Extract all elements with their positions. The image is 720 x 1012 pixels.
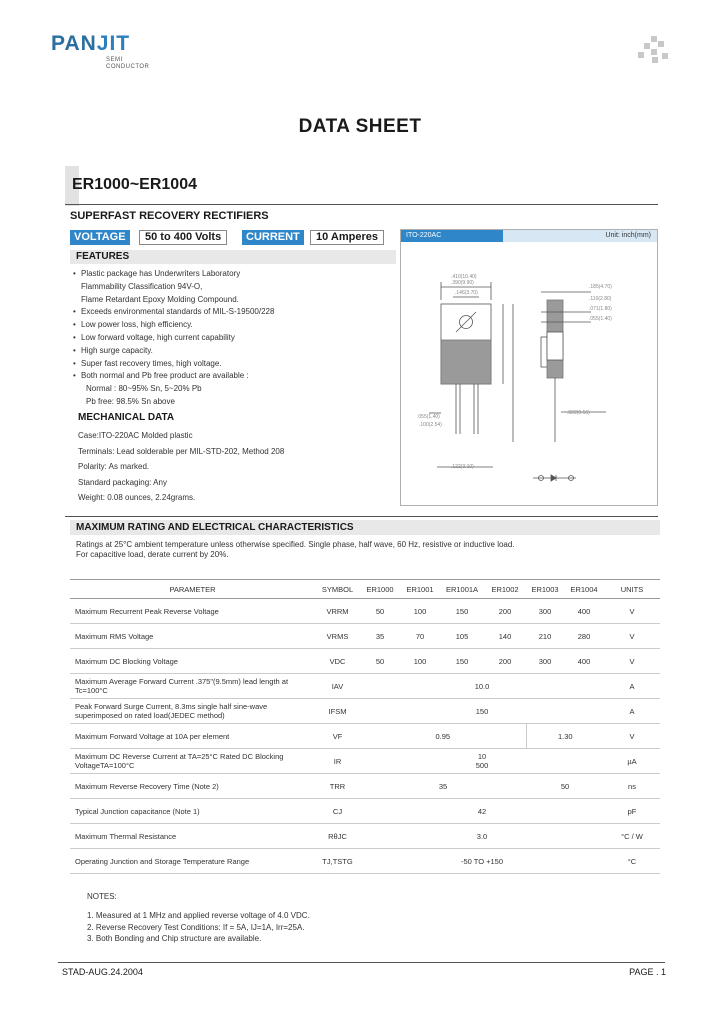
current-label: CURRENT — [242, 230, 304, 245]
brand-logo — [51, 32, 150, 70]
unit-cell: V — [604, 599, 660, 624]
table-row — [70, 774, 660, 799]
list-item: • Both normal and Pb free product are available : — [72, 370, 397, 383]
svg-text:.071(1.80): .071(1.80) — [589, 306, 612, 312]
param-cell: Maximum Reverse Recovery Time (Note 2) — [70, 774, 315, 799]
table-header-row — [70, 580, 660, 599]
list-item: • Super fast recovery times, high voltage. — [72, 358, 397, 371]
unit-cell: V — [604, 649, 660, 674]
value-cell: 100 — [400, 599, 440, 624]
value-cell: 10 500 — [360, 749, 604, 774]
table-row — [70, 799, 660, 824]
list-item: Weight: 0.08 ounces, 2.24grams. — [78, 493, 196, 502]
value-cell: 50 — [360, 649, 400, 674]
package-outline — [401, 242, 657, 505]
table-row — [70, 824, 660, 849]
value-cell: 400 — [564, 599, 604, 624]
unit-cell: ns — [604, 774, 660, 799]
value-cell: 10.0 — [360, 674, 604, 699]
features-heading: FEATURES — [70, 250, 396, 264]
list-item: Standard packaging: Any — [78, 477, 167, 487]
symbol-cell: IFSM — [315, 699, 360, 724]
table-row — [70, 674, 660, 699]
value-cell: 50 — [360, 599, 400, 624]
svg-text:.055(1.40): .055(1.40) — [589, 316, 612, 322]
unit-cell: °C / W — [604, 824, 660, 849]
note-item: 3. Both Bonding and Chip structure are available. — [87, 934, 262, 943]
mechanical-list — [78, 428, 284, 506]
param-cell: Maximum Recurrent Peak Reverse Voltage — [70, 599, 315, 624]
part-number: ER1000~ER1004 — [72, 176, 197, 193]
symbol-cell: RθJC — [315, 824, 360, 849]
column-header: ER1001A — [440, 580, 484, 599]
list-item: Polarity: As marked. — [78, 462, 150, 471]
features-list — [72, 268, 397, 409]
mechanical-heading: MECHANICAL DATA — [78, 412, 175, 423]
value-cell: 35 — [360, 774, 526, 799]
symbol-cell: TJ,TSTG — [315, 849, 360, 874]
symbol-cell: VDC — [315, 649, 360, 674]
value-cell: 0.95 — [360, 724, 526, 749]
value-cell: 200 — [484, 649, 526, 674]
column-header: SYMBOL — [315, 580, 360, 599]
svg-text:.100(2.54): .100(2.54) — [419, 422, 442, 428]
table-row — [70, 599, 660, 624]
symbol-cell: VRRM — [315, 599, 360, 624]
product-subtitle: SUPERFAST RECOVERY RECTIFIERS — [70, 210, 269, 222]
package-name: ITO-220AC — [401, 230, 503, 242]
list-item: Case:ITO-220AC Molded plastic — [78, 431, 193, 440]
list-item: Flame Retardant Epoxy Molding Compound. — [81, 294, 239, 304]
value-cell: 400 — [564, 649, 604, 674]
svg-text:.055(1.40): .055(1.40) — [417, 414, 440, 420]
column-header: ER1004 — [564, 580, 604, 599]
notes-list — [87, 910, 310, 945]
svg-text:.122(3.10): .122(3.10) — [451, 464, 474, 470]
symbol-cell: TRR — [315, 774, 360, 799]
list-item: • Exceeds environmental standards of MIL-S-19500/228 — [72, 306, 397, 319]
unit-cell: V — [604, 624, 660, 649]
value-cell: 150 — [440, 649, 484, 674]
value-cell: 210 — [526, 624, 564, 649]
corner-decoration — [638, 36, 670, 62]
logo-text: PANJIT — [51, 32, 131, 55]
column-header: PARAMETER — [70, 580, 315, 599]
symbol-cell: VF — [315, 724, 360, 749]
list-item: Flammability Classification 94V-O, — [81, 281, 203, 291]
value-cell: 70 — [400, 624, 440, 649]
svg-text:.022(0.56): .022(0.56) — [567, 410, 590, 416]
value-cell: 105 — [440, 624, 484, 649]
value-cell: 150 — [440, 599, 484, 624]
param-cell: Maximum RMS Voltage — [70, 624, 315, 649]
unit-cell: A — [604, 674, 660, 699]
param-cell: Peak Forward Surge Current, 8.3ms single half sine-wave superimposed on rated load(JEDEC method) — [70, 699, 315, 724]
note-item: 2. Reverse Recovery Test Conditions: If = 5A, IJ=1A, Irr=25A. — [87, 922, 305, 932]
ratings-table — [70, 579, 660, 874]
footer-date: STAD-AUG.24.2004 — [62, 967, 143, 977]
value-cell: 100 — [400, 649, 440, 674]
unit-cell: µA — [604, 749, 660, 774]
divider — [58, 962, 665, 963]
current-value: 10 Amperes — [310, 230, 384, 245]
param-cell: Maximum Average Forward Current .375"(9.5mm) lead length at Tc=100°C — [70, 674, 315, 699]
unit-cell: V — [604, 724, 660, 749]
symbol-cell: IAV — [315, 674, 360, 699]
column-header: ER1002 — [484, 580, 526, 599]
param-cell: Maximum Forward Voltage at 10A per element — [70, 724, 315, 749]
value-cell: -50 TO +150 — [360, 849, 604, 874]
notes-heading: NOTES: — [87, 892, 117, 901]
document-title: DATA SHEET — [298, 116, 422, 137]
unit-cell: pF — [604, 799, 660, 824]
value-cell: 150 — [360, 699, 604, 724]
list-item: • Low forward voltage, high current capability — [72, 332, 397, 345]
divider — [65, 516, 658, 517]
conditions-line: Ratings at 25°C ambient temperature unless otherwise specified. Single phase, half wave, 60 Hz, resistive or inductive load. — [76, 540, 515, 549]
conditions-line: For capacitive load, derate current by 20%. — [76, 550, 229, 559]
svg-text:.146(3.70): .146(3.70) — [455, 290, 478, 296]
param-cell: Operating Junction and Storage Temperature Range — [70, 849, 315, 874]
value-cell: 300 — [526, 599, 564, 624]
divider — [65, 204, 658, 205]
table-row — [70, 624, 660, 649]
svg-text:.410(10.40): .410(10.40) — [451, 274, 477, 280]
symbol-cell: IR — [315, 749, 360, 774]
voltage-label: VOLTAGE — [70, 230, 130, 245]
list-item: Pb free: 98.5% Sn above — [86, 396, 175, 406]
ratings-heading: MAXIMUM RATING AND ELECTRICAL CHARACTERISTICS — [70, 520, 660, 535]
list-item: Normal : 80~95% Sn, 5~20% Pb — [86, 384, 202, 394]
column-header: UNITS — [604, 580, 660, 599]
package-units: Unit: inch(mm) — [503, 230, 657, 242]
table-row — [70, 724, 660, 749]
value-cell: 140 — [484, 624, 526, 649]
page-number: PAGE . 1 — [629, 967, 666, 977]
param-cell: Maximum DC Reverse Current at TA=25°C Rated DC Blocking VoltageTA=100°C — [70, 749, 315, 774]
ratings-conditions — [76, 540, 515, 560]
list-item: • Low power loss, high efficiency. — [72, 319, 397, 332]
unit-cell: °C — [604, 849, 660, 874]
unit-cell: A — [604, 699, 660, 724]
column-header: ER1003 — [526, 580, 564, 599]
value-cell: 280 — [564, 624, 604, 649]
column-header: ER1001 — [400, 580, 440, 599]
column-header: ER1000 — [360, 580, 400, 599]
symbol-cell: VRMS — [315, 624, 360, 649]
value-cell: 1.30 — [526, 724, 604, 749]
svg-text:.110(2.80): .110(2.80) — [589, 296, 612, 302]
svg-text:.185(4.70): .185(4.70) — [589, 284, 612, 290]
table-row — [70, 699, 660, 724]
list-item: Terminals: Lead solderable per MIL-STD-202, Method 208 — [78, 446, 285, 456]
list-item: • High surge capacity. — [72, 345, 397, 358]
param-cell: Maximum DC Blocking Voltage — [70, 649, 315, 674]
param-cell: Typical Junction capacitance (Note 1) — [70, 799, 315, 824]
value-cell: 200 — [484, 599, 526, 624]
table-row — [70, 849, 660, 874]
value-cell: 3.0 — [360, 824, 604, 849]
list-item: • Plastic package has Underwriters Laboratory — [72, 268, 397, 281]
value-cell: 42 — [360, 799, 604, 824]
logo-subtext: SEMI CONDUCTOR — [106, 57, 150, 70]
note-item: 1. Measured at 1 MHz and applied reverse voltage of 4.0 VDC. — [87, 911, 310, 920]
voltage-value: 50 to 400 Volts — [139, 230, 227, 245]
table-row — [70, 749, 660, 774]
value-cell: 35 — [360, 624, 400, 649]
package-drawing — [400, 229, 658, 506]
table-row — [70, 649, 660, 674]
symbol-cell: CJ — [315, 799, 360, 824]
value-cell: 50 — [526, 774, 604, 799]
svg-text:.390(9.90): .390(9.90) — [451, 280, 474, 286]
value-cell: 300 — [526, 649, 564, 674]
param-cell: Maximum Thermal Resistance — [70, 824, 315, 849]
